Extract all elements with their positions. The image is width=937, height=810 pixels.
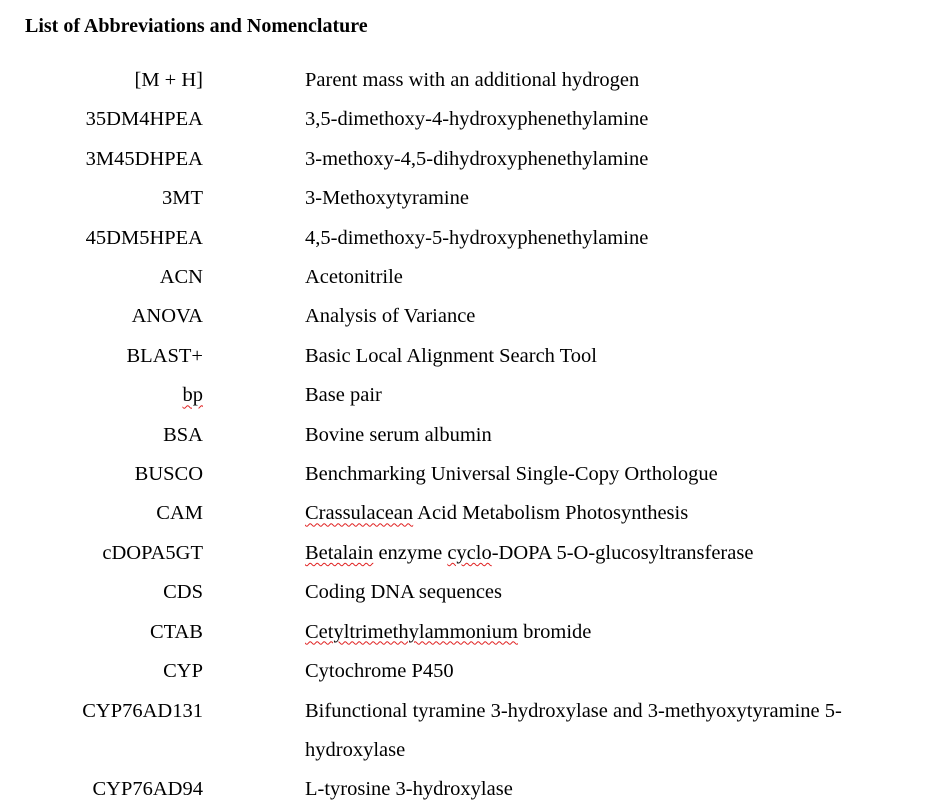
- list-item: [0, 494, 937, 533]
- definition: [305, 455, 915, 494]
- list-item: [0, 416, 937, 455]
- abbreviation-list: [0, 61, 937, 810]
- abbreviation: [0, 573, 203, 612]
- list-item: [0, 337, 937, 376]
- definition-text: L-tyrosine 3-hydroxylase: [305, 778, 513, 801]
- page-title: List of Abbreviations and Nomenclature: [25, 15, 368, 37]
- abbreviation: [0, 61, 203, 100]
- list-item: [0, 613, 937, 652]
- abbreviation: [0, 297, 203, 336]
- definition-text: Analysis of Variance: [305, 305, 476, 328]
- abbreviation-text: 45DM5HPEA: [85, 226, 203, 249]
- abbreviation-text: [M + H]: [134, 69, 203, 91]
- list-item: [0, 179, 937, 218]
- abbreviation: [0, 179, 203, 218]
- misspelled-word: cyclo: [447, 541, 492, 564]
- definition-text: bromide: [517, 620, 592, 643]
- definition-text: Basic Local Alignment Search Tool: [305, 344, 597, 367]
- definition: [305, 573, 915, 612]
- abbreviation-text: BLAST+: [126, 344, 203, 367]
- definition: [305, 692, 915, 771]
- definition-text: Bifunctional tyramine 3-hydroxylase and 3-methyoxytyramine 5-hydroxylase: [305, 699, 842, 761]
- definition: [305, 61, 915, 100]
- abbreviation-text: CTAB: [149, 620, 203, 643]
- abbreviation: [0, 258, 203, 297]
- definition: [305, 258, 915, 297]
- abbreviation-text: ANOVA: [131, 305, 203, 328]
- abbreviation: [0, 140, 203, 179]
- abbreviation: [0, 652, 203, 691]
- definition-text: 3,5-dimethoxy-4-hydroxyphenethylamine: [305, 108, 649, 131]
- list-item: [0, 652, 937, 691]
- definition: [305, 140, 915, 179]
- list-item: [0, 573, 937, 612]
- definition-text: Benchmarking Universal Single-Copy Orthologue: [305, 463, 718, 486]
- definition-text: Parent mass with an additional hydrogen: [305, 69, 640, 91]
- abbreviation: [0, 534, 203, 573]
- definition-text: 3-methoxy-4,5-dihydroxyphenethylamine: [305, 147, 649, 170]
- abbreviation-text: cDOPA5GT: [102, 541, 203, 564]
- list-item: [0, 376, 937, 415]
- definition-text: Acid Metabolism Photosynthesis: [413, 502, 689, 525]
- abbreviation-text: CYP76AD131: [82, 699, 203, 722]
- list-item: [0, 140, 937, 179]
- list-item: [0, 258, 937, 297]
- definition-text: Acetonitrile: [305, 266, 403, 289]
- definition: [305, 416, 915, 455]
- abbreviation-text: 35DM4HPEA: [85, 108, 203, 131]
- list-item: [0, 61, 937, 100]
- list-item: [0, 692, 937, 771]
- list-item: [0, 219, 937, 258]
- definition-text: -DOPA 5-O-glucosyltransferase: [491, 541, 754, 564]
- definition: [305, 613, 915, 652]
- abbreviation: [0, 337, 203, 376]
- abbreviation-text: BSA: [163, 423, 203, 446]
- definition-text: Bovine serum albumin: [305, 423, 492, 446]
- abbreviation-text: CDS: [163, 581, 203, 604]
- definition: [305, 376, 915, 415]
- definition-text: Coding DNA sequences: [305, 581, 503, 604]
- definition: [305, 297, 915, 336]
- definition: [305, 100, 915, 139]
- definition: [305, 494, 915, 533]
- abbreviation: [0, 376, 203, 415]
- definition: [305, 337, 915, 376]
- definition-text: 3-Methoxytyramine: [305, 187, 469, 210]
- definition: [305, 179, 915, 218]
- abbreviation-text: BUSCO: [134, 463, 203, 486]
- list-item: [0, 100, 937, 139]
- abbreviation: [0, 455, 203, 494]
- abbreviation-text: 3MT: [162, 187, 203, 210]
- definition: [305, 219, 915, 258]
- abbreviation-text: CAM: [156, 502, 203, 525]
- misspelled-word: Betalain: [305, 541, 374, 564]
- definition: [305, 534, 915, 573]
- definition: [305, 652, 915, 691]
- misspelled-word: Cetyltrimethylammonium: [305, 620, 518, 643]
- abbreviation-text: CYP76AD94: [92, 778, 203, 801]
- abbreviation-text: bp: [182, 384, 203, 407]
- list-item: [0, 534, 937, 573]
- abbreviation-text: ACN: [159, 266, 203, 289]
- list-item: [0, 297, 937, 336]
- abbreviation-text: 3M45DHPEA: [85, 147, 203, 170]
- definition-text: Cytochrome P450: [305, 660, 454, 683]
- definition-text: enzyme: [373, 541, 448, 564]
- abbreviation: [0, 416, 203, 455]
- abbreviation: [0, 100, 203, 139]
- abbreviation: [0, 219, 203, 258]
- definition-text: Base pair: [305, 384, 382, 407]
- definition-text: 4,5-dimethoxy-5-hydroxyphenethylamine: [305, 226, 649, 249]
- abbreviation: [0, 692, 203, 771]
- abbreviation: [0, 613, 203, 652]
- abbreviation: [0, 494, 203, 533]
- abbreviation-text: CYP: [163, 660, 203, 683]
- misspelled-word: Crassulacean: [305, 502, 414, 525]
- list-item: [0, 455, 937, 494]
